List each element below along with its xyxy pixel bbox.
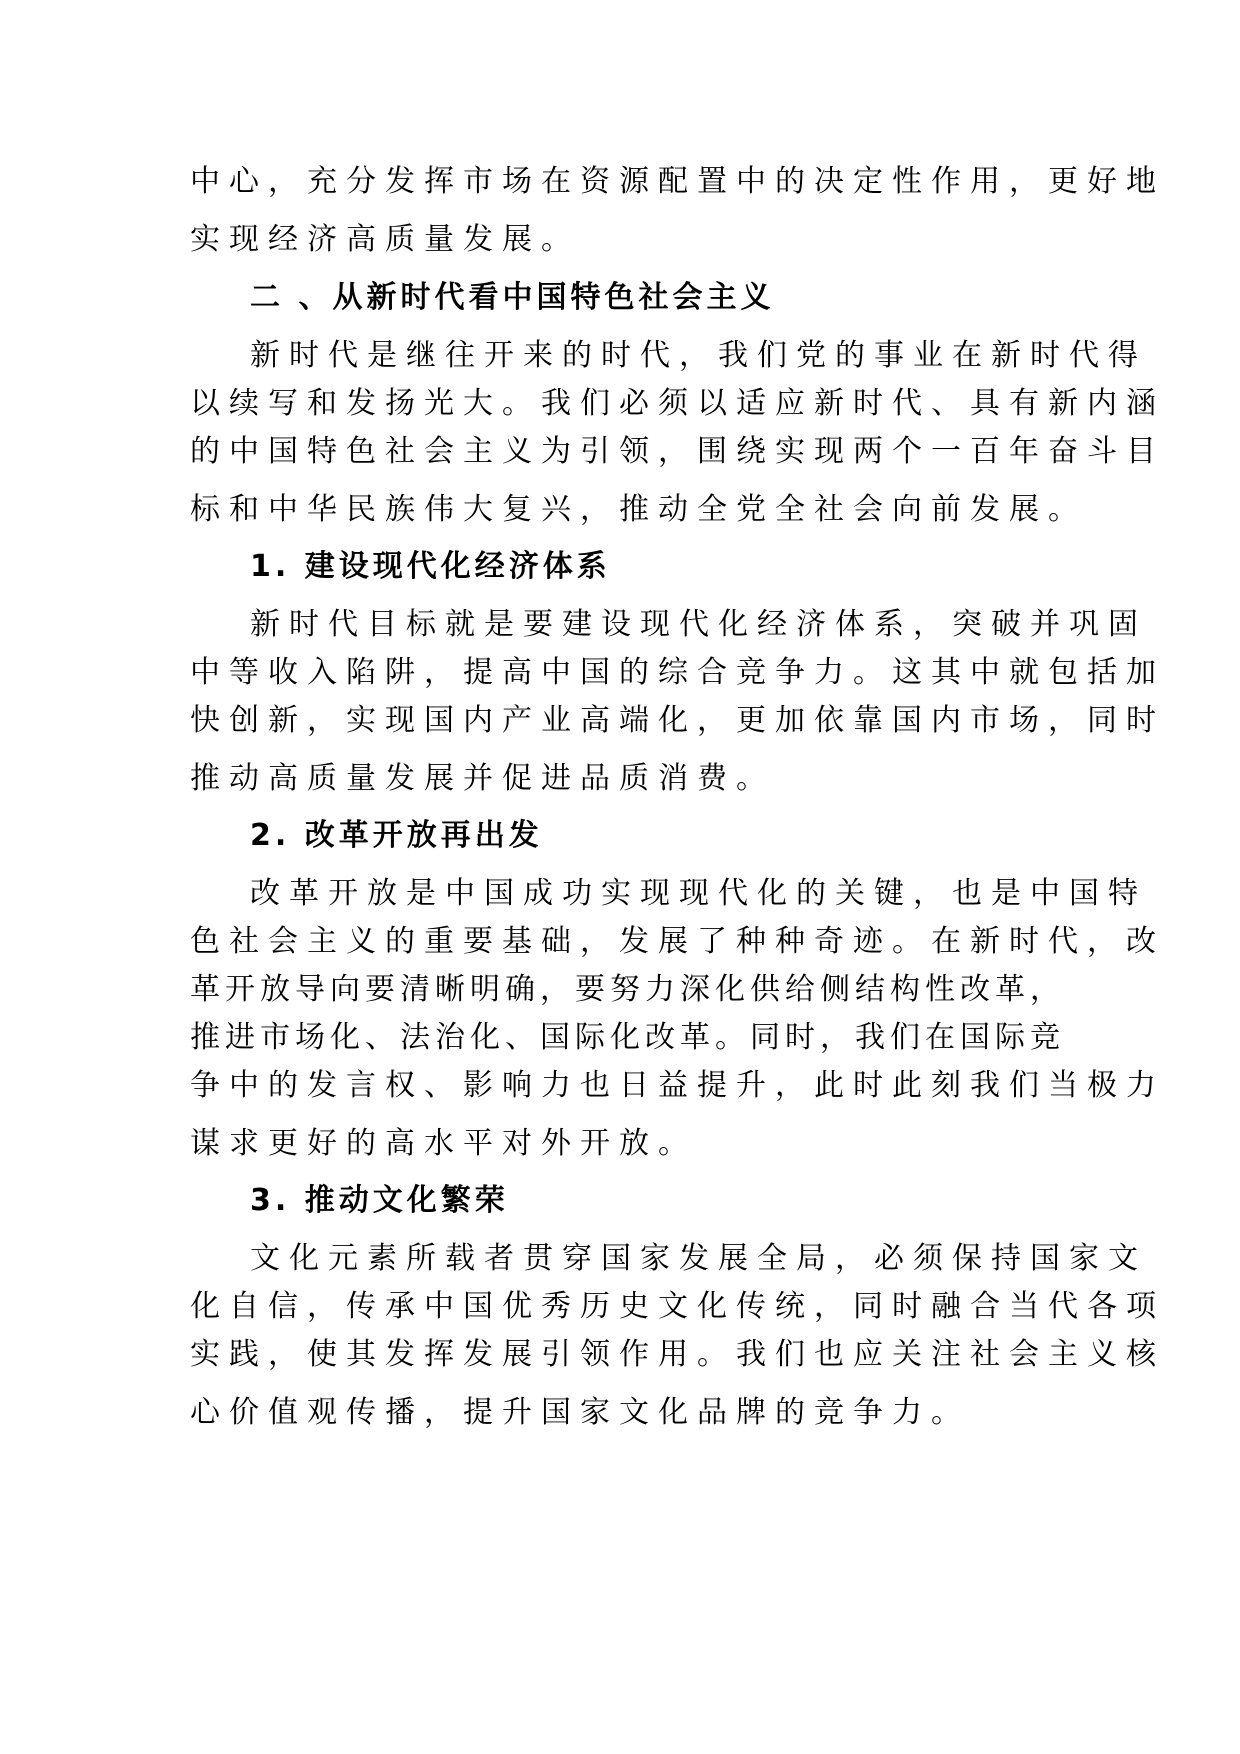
paragraph-line: 争中的发言权、影响力也日益提升，此时此刻我们当极力: [190, 1068, 1165, 1103]
paragraph-line: 新时代是继往开来的时代，我们党的事业在新时代得: [250, 338, 1147, 373]
paragraph-line: 中心，充分发挥市场在资源配置中的决定性作用，更好地: [190, 164, 1165, 199]
paragraph-line: 推进市场化、法治化、国际化改革。同时，我们在国际竞: [190, 1020, 1065, 1055]
paragraph-line: 以续写和发扬光大。我们必须以适应新时代、具有新内涵: [190, 386, 1165, 421]
paragraph-line: 改革开放是中国成功实现现代化的关键，也是中国特: [250, 876, 1147, 911]
paragraph-line: 实践，使其发挥发展引领作用。我们也应关注社会主义核: [190, 1337, 1165, 1372]
paragraph-line: 快创新，实现国内产业高端化，更加依靠国内市场，同时: [190, 703, 1165, 738]
paragraph-line: 实现经济高质量发展。: [190, 222, 580, 257]
subsection-heading: 2. 改革开放再出发: [250, 818, 543, 853]
subsection-heading: 3. 推动文化繁荣: [250, 1183, 509, 1218]
paragraph-line: 推动高质量发展并促进品质消费。: [190, 761, 775, 796]
paragraph-line: 化自信，传承中国优秀历史文化传统，同时融合当代各项: [190, 1289, 1165, 1324]
paragraph-line: 新时代目标就是要建设现代化经济体系，突破并巩固: [250, 607, 1147, 642]
section-heading: 二 、从新时代看中国特色社会主义: [250, 280, 775, 315]
paragraph-line: 标和中华民族伟大复兴，推动全党全社会向前发展。: [190, 492, 1087, 527]
paragraph-line: 中等收入陷阱，提高中国的综合竞争力。这其中就包括加: [190, 655, 1165, 690]
paragraph-line: 的中国特色社会主义为引领，围绕实现两个一百年奋斗目: [190, 434, 1165, 469]
paragraph-line: 色社会主义的重要基础，发展了种种奇迹。在新时代，改: [190, 924, 1165, 959]
paragraph-line: 革开放导向要清晰明确，要努力深化供给侧结构性改革，: [190, 972, 1065, 1007]
subsection-heading: 1. 建设现代化经济体系: [250, 549, 611, 584]
paragraph-line: 谋求更好的高水平对外开放。: [190, 1126, 697, 1161]
paragraph-line: 文化元素所载者贯穿国家发展全局，必须保持国家文: [250, 1241, 1147, 1276]
paragraph-line: 心价值观传播，提升国家文化品牌的竞争力。: [190, 1395, 970, 1430]
